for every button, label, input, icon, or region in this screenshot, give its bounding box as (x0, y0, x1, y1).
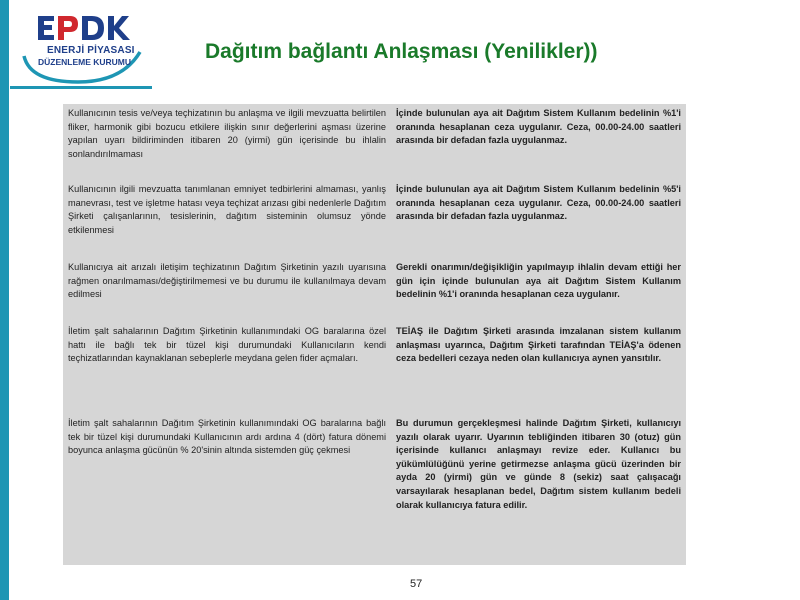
penalty-cell: TEİAŞ ile Dağıtım Şirketi arasında imzalanan sistem kullanım anlaşması uyarınca, Dağıtım Şirketi tarafından TEİAŞ'a ödenen ceza bedelleri cezaya neden olan kullanıcıya aynen yansıtılır. (396, 326, 681, 364)
page-title: Dağıtım bağlantı Anlaşması (Yenilikler)) (205, 40, 598, 63)
penalty-cell: Gerekli onarımın/değişikliğin yapılmayıp ihlalin devam ettiği her gün için içinde bulunulan aya ait Dağıtım Sistem Kullanım bedelinin %1'i oranında hesaplanan ceza uygulanır. (396, 262, 681, 300)
violation-cell: Kullanıcının tesis ve/veya teçhizatının bu anlaşma ve ilgili mevzuatta belirtilen fliker, harmonik gibi bozucu etkilere ilişkin sınır değerlerini aşması üzerine yapılan uyarı bildiriminden itibaren 20 (yirmi) gün içerisinde bu ihlalin sonlandırılmaması (68, 108, 386, 159)
violation-cell: Kullanıcının ilgili mevzuatta tanımlanan emniyet tedbirlerini almaması, yanlış manevrası, test ve işletme hatası veya teçhizat arızası gibi nedenlerle Dağıtım Şirketi çalışanlarının, tesislerinin, dağıtım sisteminin olumsuz yönde etkilenmesi (68, 184, 386, 235)
table-row (63, 180, 686, 258)
logo-line-1: ENERJİ PİYASASI (47, 45, 135, 56)
violation-cell: Kullanıcıya ait arızalı iletişim teçhizatının Dağıtım Şirketinin yazılı uyarısına rağmen onarılmaması/değiştirilmemesi ve bu durumu ile kullanılmaya devam edilmesi (68, 262, 386, 300)
page-number: 57 (410, 578, 423, 590)
penalty-cell: İçinde bulunulan aya ait Dağıtım Sistem Kullanım bedelinin %5'i oranında hesaplanan ceza uygulanır. Ceza, 00.00-24.00 saatleri arasında bir defadan fazla uygulanmaz. (396, 184, 681, 222)
table-row (63, 258, 686, 322)
violation-cell: İletim şalt sahalarının Dağıtım Şirketinin kullanımındaki OG baralarına bağlı tek bir tüzel kişi durumundaki Kullanıcının ardı ardına 4 (dört) fatura dönemi boyunca anlaşma gücünün % 20'sinin altında sistemden güç çekmesi (68, 418, 386, 456)
table-row (63, 322, 686, 414)
table-row (63, 414, 686, 515)
penalty-cell: Bu durumun gerçekleşmesi halinde Dağıtım Şirketi, kullanıcıyı yazılı olarak uyarır. Uyarının tebliğinden itibaren 30 (otuz) gün içerisinde kullanıcı anlaşmayı revize eder. Kullanıcı bu yükümlülüğünü yerine getirmezse anlaşma gücü üzerinden bir ayda 20 (yirmi) gün ve günde 8 (sekiz) saat çalışacağı varsayılarak hesaplanan bedel, Dağıtım sistem kullanım bedeli olarak kullanıcıya fatura edilir. (396, 418, 681, 510)
penalty-table (63, 104, 686, 565)
logo-line-2: DÜZENLEME KURUMU (38, 57, 132, 67)
table-row (63, 104, 686, 180)
left-accent-stripe (0, 0, 9, 600)
logo-underline (10, 86, 152, 89)
penalty-table-grid (63, 104, 686, 515)
penalty-cell: İçinde bulunulan aya ait Dağıtım Sistem Kullanım bedelinin %1'i oranında hesaplanan ceza uygulanır. Ceza, 00.00-24.00 saatleri arasında bir defadan fazla uygulanmaz. (396, 108, 681, 146)
violation-cell: İletim şalt sahalarının Dağıtım Şirketinin kullanımındaki OG baralarına özel hattı ile bağlı tek bir tüzel kişi durumundaki Kullanıcıların kendi teçhizatlarından kaynaklanan sebeplerle meydana gelen fider açmaları. (68, 326, 386, 364)
